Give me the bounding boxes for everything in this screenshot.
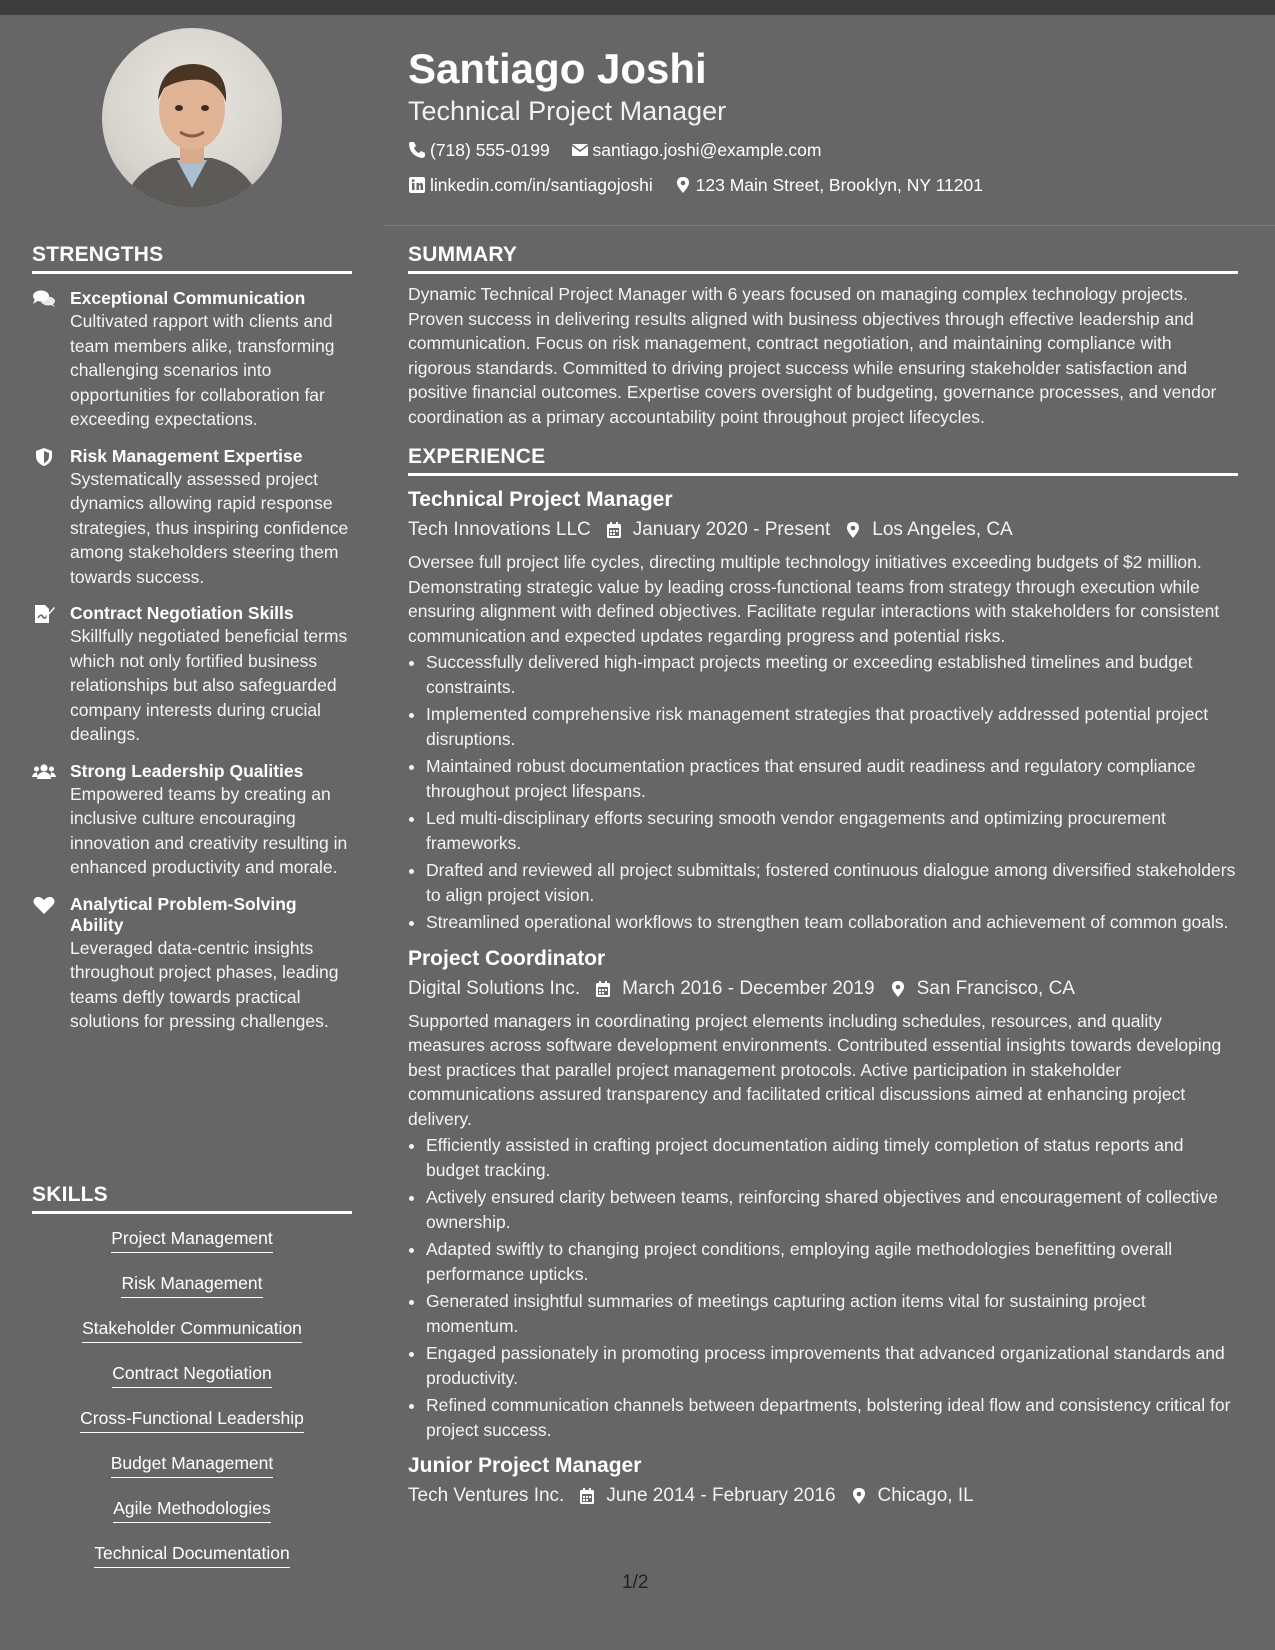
strength-desc: Skillfully negotiated beneficial terms which not only fortified business relationships but also safeguarded company interests during crucial dealings. (70, 626, 348, 744)
calendar-icon (578, 1487, 596, 1505)
map-marker-icon (889, 980, 907, 998)
strength-item (32, 446, 352, 590)
job-dates: March 2016 - December 2019 (622, 977, 875, 999)
phone-text: (718) 555-0199 (430, 140, 550, 160)
candidate-name: Santiago Joshi (408, 45, 707, 92)
job-description: Supported managers in coordinating project elements including schedules, resources, and quality measures across software development environments. Contributed essential insights towards developing best practices that parallel project management protocols. Active participation in stakeholder communications assured transparency and facilitated critical discussions aimed at enhancing project delivery. (408, 1010, 1222, 1129)
experience-heading: EXPERIENCE (408, 445, 1238, 476)
envelope-icon (571, 141, 589, 159)
job-company: Tech Innovations LLC (408, 519, 591, 540)
strength-title: Risk Management Expertise (70, 445, 303, 466)
strength-item (32, 894, 352, 1034)
skill-list (32, 1228, 352, 1588)
bullet-item: • Adapted swiftly to changing project conditions, employing agile methodologies benefitting overall performance upticks. (426, 1237, 1238, 1286)
job-dates: January 2020 - Present (632, 519, 831, 540)
candidate-role: Technical Project Manager (408, 96, 727, 126)
bullet-item: • Generated insightful summaries of meetings capturing action items vital for sustaining project momentum. (426, 1289, 1238, 1338)
bullet-item: • Refined communication channels between departments, bolstering ideal flow and consistency critical for project success. (426, 1393, 1238, 1442)
job-description: Oversee full project life cycles, directing multiple technology initiatives exceeding budgets of $2 million. Demonstrating strategic value by leading cross-functional teams from strategy through execution while ensuring alignment with defined objectives. Facilitate regular interactions with stakeholders for consistent communication and expected updates regarding progress and potential risks. (408, 552, 1220, 646)
top-bar (0, 0, 1275, 15)
job-meta (408, 1480, 1238, 1512)
skill-item: Contract Negotiation (112, 1363, 272, 1388)
skill-item: Stakeholder Communication (82, 1318, 302, 1343)
skill-item: Technical Documentation (94, 1543, 290, 1568)
strength-desc: Systematically assessed project dynamics allowing rapid response strategies, thus inspiring confidence among stakeholders steering them towards success. (70, 468, 349, 587)
header-divider (383, 225, 1275, 226)
right-column (408, 243, 1238, 1512)
address-text: 123 Main Street, Brooklyn, NY 11201 (695, 175, 983, 195)
skill-item: Cross-Functional Leadership (80, 1408, 304, 1433)
calendar-icon (594, 980, 612, 998)
avatar-photo-icon (102, 28, 282, 208)
strength-desc: Cultivated rapport with clients and team members alike, transforming challenging scenarios into opportunities for collaboration far exceeding expectations. (70, 311, 335, 429)
bullet-item: • Successfully delivered high-impact projects meeting or exceeding established timelines and budget constraints. (426, 650, 1238, 699)
strengths-heading: STRENGTHS (32, 243, 352, 274)
job-entry (408, 486, 1238, 935)
bullet-item: • Led multi-disciplinary efforts securing smooth vendor engagements and optimizing procurement frameworks. (426, 806, 1238, 855)
job-entry (408, 945, 1238, 1443)
calendar-icon (605, 521, 623, 539)
strength-item (32, 761, 352, 880)
map-marker-icon (674, 176, 692, 194)
skill-item: Risk Management (121, 1273, 262, 1298)
job-meta (408, 973, 1238, 1005)
strength-item (32, 288, 352, 432)
phone-icon (408, 141, 426, 159)
avatar (102, 28, 282, 208)
job-location: San Francisco, CA (916, 977, 1075, 999)
job-dates: June 2014 - February 2016 (606, 1485, 836, 1506)
shield-icon (32, 447, 56, 467)
strength-title: Exceptional Communication (70, 288, 306, 308)
contact-line-1 (408, 134, 1238, 169)
strength-title: Analytical Problem-Solving Ability (70, 893, 297, 935)
strength-desc: Empowered teams by creating an inclusive culture encouraging innovation and creativity resulting in enhanced productivity and morale. (70, 783, 348, 877)
job-location: Los Angeles, CA (872, 519, 1013, 540)
job-bullets (408, 650, 1238, 935)
experience-section (408, 445, 1238, 1512)
bullet-item: • Implemented comprehensive risk management strategies that proactively addressed potential project disruptions. (426, 702, 1238, 751)
bullet-item: • Drafted and reviewed all project submittals; fostered continuous dialogue among diversified stakeholders to align project vision. (426, 858, 1238, 907)
strength-desc: Leveraged data-centric insights throughout project phases, leading teams deftly towards practical solutions for pressing challenges. (70, 937, 339, 1031)
job-entry (408, 1452, 1238, 1512)
skill-item: Project Management (111, 1228, 272, 1253)
job-title: Technical Project Manager (408, 488, 673, 511)
resume-header (408, 44, 1238, 204)
skill-item: Budget Management (111, 1453, 273, 1478)
strength-title: Strong Leadership Qualities (70, 760, 304, 781)
bullet-item: • Streamlined operational workflows to strengthen team collaboration and achievement of common goals. (426, 910, 1238, 935)
users-icon (32, 762, 56, 782)
summary-text: Dynamic Technical Project Manager with 6 years focused on managing complex technology projects. Proven success in delivering results aligned with business objectives through effective leadership and communication. Focus on risk management, contract negotiation, and maintaining compliance with rigorous standards. Committed to driving project success while ensuring stakeholder satisfaction and positive financial outcomes. Expertise covers oversight of budgeting, governance processes, and vendor coordination as a primary accountability point throughout project lifecycles. (408, 284, 1217, 427)
job-company: Digital Solutions Inc. (408, 977, 581, 999)
bullet-item: • Maintained robust documentation practices that ensured audit readiness and regulatory compliance throughout project lifespans. (426, 754, 1238, 803)
skill-item: Agile Methodologies (113, 1498, 271, 1523)
job-company: Tech Ventures Inc. (408, 1485, 565, 1506)
map-marker-icon (850, 1487, 868, 1505)
job-bullets (408, 1133, 1238, 1442)
summary-section (408, 243, 1238, 429)
bullet-item: • Efficiently assisted in crafting project documentation aiding timely completion of status reports and budget tracking. (426, 1133, 1238, 1182)
heart-icon (32, 895, 56, 915)
strength-title: Contract Negotiation Skills (70, 603, 294, 623)
job-location: Chicago, IL (877, 1485, 974, 1506)
contact-line-2 (408, 169, 1238, 204)
linkedin-link[interactable]: linkedin.com/in/santiagojoshi (430, 175, 653, 195)
skills-heading: SKILLS (32, 1183, 352, 1214)
page-number: 1/2 (622, 1572, 649, 1593)
comments-icon (32, 289, 56, 309)
job-meta (408, 514, 1238, 546)
map-marker-icon (844, 521, 862, 539)
email-link[interactable]: santiago.joshi@example.com (592, 140, 822, 160)
bullet-item: • Engaged passionately in promoting process improvements that advanced organizational standards and productivity. (426, 1341, 1238, 1390)
strengths-section (32, 243, 352, 1034)
skills-section (32, 1183, 352, 1588)
linkedin-icon (408, 176, 426, 194)
strength-item (32, 603, 352, 747)
job-title: Project Coordinator (408, 946, 606, 970)
summary-heading: SUMMARY (408, 243, 1238, 274)
signature-icon (32, 604, 56, 624)
job-title: Junior Project Manager (408, 1454, 642, 1477)
bullet-item: • Actively ensured clarity between teams, reinforcing shared objectives and encouragement of collective ownership. (426, 1185, 1238, 1234)
